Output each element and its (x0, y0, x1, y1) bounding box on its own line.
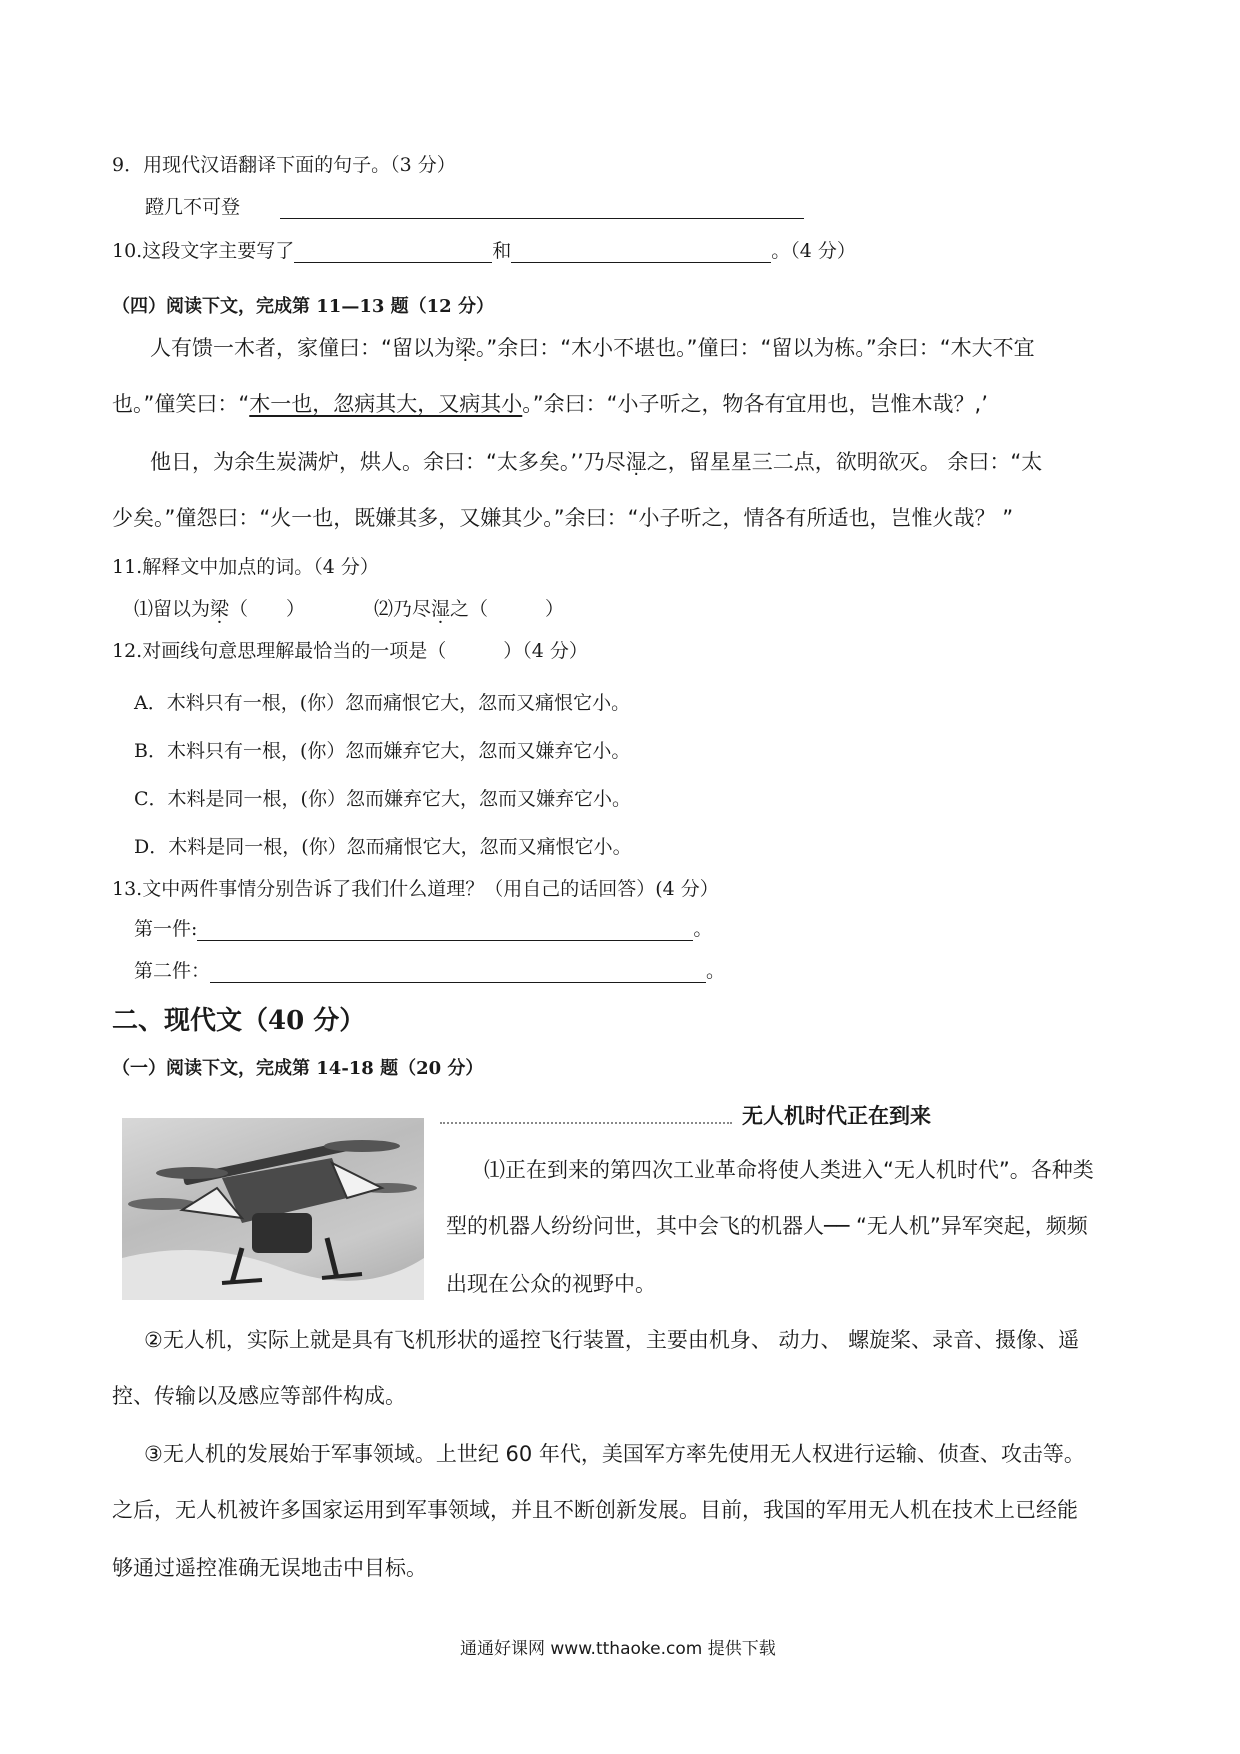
q11-title: 11.解释文中加点的词。（4 分） (112, 556, 379, 578)
article-p1-line2: 型的机器人纷纷问世，其中会飞的机器人── “无人机”异军突起，频频 (446, 1214, 1088, 1238)
passage1-line2-b: 。”余曰：“小子听之，物各有宜用也，岂惟木哉？,’ (522, 392, 988, 416)
drone-icon (122, 1118, 424, 1300)
q13-first-label: 第一件: (134, 918, 198, 940)
dotted-word-shi: 湿 (625, 450, 647, 474)
article-p1-line1: ⑴正在到来的第四次工业革命将使人类进入“无人机时代”。各种类 (484, 1158, 1094, 1182)
q13-title: 13.文中两件事情分别告诉了我们什么道理？（用自己的话回答）(4 分） (112, 878, 719, 900)
part2-heading: 二、现代文（40 分） (112, 1006, 366, 1036)
dotted-word-liang: 梁 (454, 336, 476, 360)
article-p3-line1: ③无人机的发展始于军事领域。上世纪 60 年代，美国军方率先使用无人权进行运输、侦查、攻击等。 (144, 1442, 1085, 1466)
q10-blank-2[interactable] (511, 242, 771, 263)
passage1-line3-text: 他日，为余生炭满炉，烘人。余曰：“太多矣。’’乃尽湿之，留星星三二点，欲明欲灭。 余曰：“太 (150, 450, 1043, 474)
passage1-line1-text: 人有馈一木者，家僮曰：“留以为梁。”余曰：“木小不堪也。”僮曰：“留以为栋。”余曰：“木大不宜 (150, 336, 1035, 360)
q12-option-d[interactable]: D．木料是同一根，(你）忽而痛恨它大，忽而又痛恨它小。 (134, 836, 632, 858)
q9-sentence: 蹬几不可登 (145, 196, 241, 218)
article-p2-line1: ②无人机，实际上就是具有飞机形状的遥控飞行装置，主要由机身、 动力、 螺旋桨、录音、摄像、遥 (144, 1328, 1080, 1352)
q10-mid: 和 (492, 240, 512, 262)
q11-item1: ⑴留以为梁（ ） (134, 598, 306, 620)
q13-second-blank[interactable] (210, 962, 706, 983)
passage1-line3 (150, 446, 1042, 476)
q9-answer-blank[interactable] (280, 198, 804, 219)
underlined-sentence: 木一也，忽病其大，又病其小 (249, 392, 523, 416)
q13-second-end: 。 (706, 960, 726, 982)
q12-option-a[interactable]: A．木料只有一根，(你）忽而痛恨它大，忽而又痛恨它小。 (134, 692, 631, 714)
title-dotted-leader (440, 1112, 732, 1124)
part2-sub1: （一）阅读下文，完成第 14-18 题（20 分） (112, 1058, 484, 1079)
article-p3-line3: 够通过遥控准确无误地击中目标。 (112, 1556, 427, 1580)
q13-second-label: 第二件： (134, 960, 211, 982)
q11-item2: ⑵乃尽湿之（ ） (374, 598, 565, 620)
article-p3-line2: 之后，无人机被许多国家运用到军事领域，并且不断创新发展。目前，我国的军用无人机在技术上已经能 (112, 1498, 1078, 1522)
q13-first-blank[interactable] (197, 920, 693, 941)
passage1-line2 (112, 388, 988, 418)
passage1-line1 (150, 332, 1035, 362)
passage1-line4: 少矣。”僮怨曰：“火一也，既嫌其多，又嫌其少。”余曰：“小子听之，情各有所适也，岂惟火哉？ ” (112, 506, 1014, 530)
q13-second-row (134, 956, 725, 983)
q9-title: 9．用现代汉语翻译下面的句子。（3 分） (112, 154, 456, 176)
q11-dotted-shi: 湿 (431, 598, 451, 620)
q10-prefix: 10.这段文字主要写了 (112, 240, 295, 262)
q11-dotted-liang: 梁 (210, 598, 230, 620)
q10-suffix: 。（4 分） (771, 240, 856, 262)
q12-option-c[interactable]: C．木料是同一根，(你）忽而嫌弃它大，忽而又嫌弃它小。 (134, 788, 631, 810)
article-p1-line3: 出现在公众的视野中。 (446, 1272, 656, 1296)
q13-first-row (134, 914, 712, 941)
q10-blank-1[interactable] (294, 242, 492, 263)
q9-sentence-row (145, 192, 804, 219)
q13-first-end: 。 (693, 918, 713, 940)
q10-row (112, 236, 856, 263)
q12-title: 12.对画线句意思理解最恰当的一项是（ ）（4 分） (112, 640, 588, 662)
q12-option-b[interactable]: B．木料只有一根，(你）忽而嫌弃它大，忽而又嫌弃它小。 (134, 740, 631, 762)
section4-heading: （四）阅读下文，完成第 11—13 题（12 分） (112, 296, 494, 317)
drone-photo (122, 1118, 424, 1300)
footer-text: 通通好课网 www.tthaoke.com 提供下载 (460, 1639, 776, 1659)
article-title-row (440, 1100, 931, 1130)
article-title: 无人机时代正在到来 (742, 1104, 931, 1128)
article-p2-line2: 控、传输以及感应等部件构成。 (112, 1384, 406, 1408)
passage1-line2-a: 也。”僮笑曰：“ (112, 392, 250, 416)
